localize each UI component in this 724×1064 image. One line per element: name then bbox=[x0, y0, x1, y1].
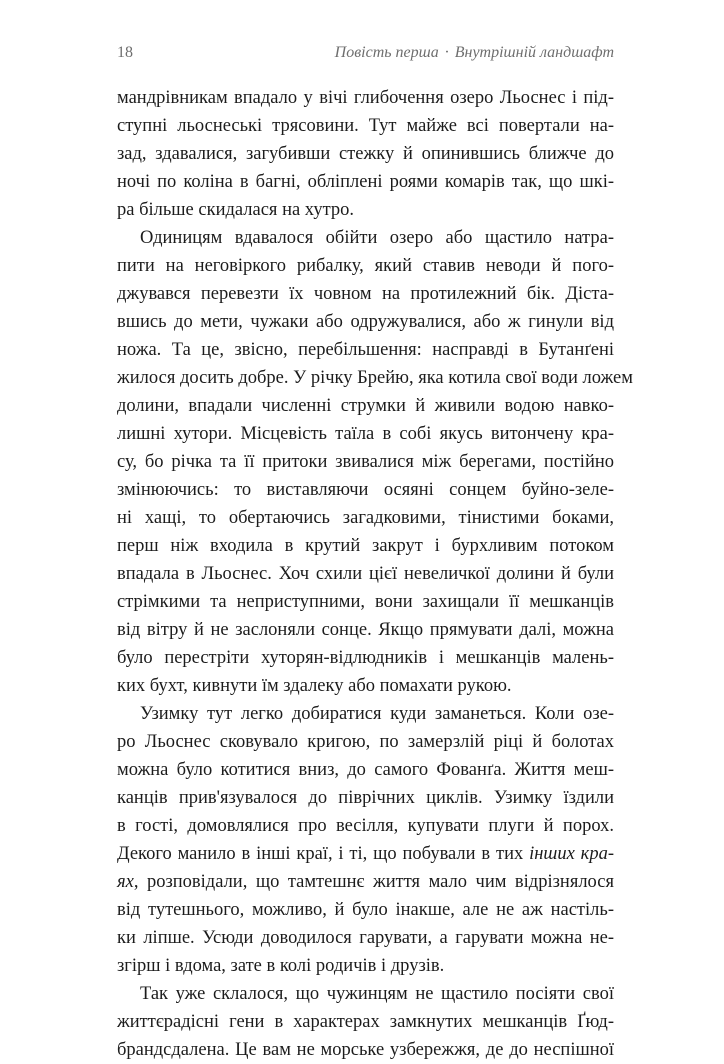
paragraph bbox=[117, 700, 614, 980]
text-line: ні хащі, то обертаючись загадковими, тінистими боками, bbox=[117, 508, 614, 528]
text-line: від вітру й не заслоняли сонце. Якщо прямувати далі, можна bbox=[117, 620, 614, 640]
text-line: ра більше скидалася на хутро. bbox=[117, 200, 355, 220]
paragraph bbox=[117, 84, 614, 224]
header-separator: · bbox=[444, 44, 449, 61]
text-line: впадала в Льоснес. Хоч схили цієї невеличкої долини й були bbox=[117, 564, 614, 584]
text-line: ро Льоснес сковувало кригою, по замерзлій ріці й болотах bbox=[117, 732, 614, 752]
text-line: Узимку тут легко добиратися куди заманеться. Коли озе- bbox=[140, 704, 614, 724]
text-line: ки ліпше. Усюди доводилося гарувати, а гарувати можна не- bbox=[117, 928, 614, 948]
text-line: жилося досить добре. У річку Брейю, яка котила свої води ложем bbox=[117, 368, 633, 388]
text-line: лишні хутори. Місцевість таїла в собі якусь витончену кра- bbox=[117, 424, 614, 444]
text-line: канців прив'язувалося до піврічних циклів. Узимку їздили bbox=[117, 788, 614, 808]
text-line: брандсдалена. Це вам не морське узбережжя, де до неспішної bbox=[117, 1040, 614, 1060]
text-line: Одиницям вдавалося обійти озеро або щастило натра- bbox=[140, 228, 614, 248]
text-line: вшись до мети, чужаки або одружувалися, або ж гинули від bbox=[117, 312, 614, 332]
text-line: ножа. Та це, звісно, перебільшення: насправді в Бутанґені bbox=[117, 340, 614, 360]
page-number: 18 bbox=[117, 44, 133, 61]
chapter-title: Внутрішній ландшафт bbox=[454, 44, 614, 61]
italic-phrase: ях bbox=[117, 872, 134, 892]
text-line: пити на неговіркого рибалку, який ставив неводи й пого- bbox=[117, 256, 614, 276]
part-title: Повість перша bbox=[334, 44, 439, 61]
text-line: ях, розповідали, що тамтешнє життя мало чим відрізнялося bbox=[117, 872, 614, 892]
text-line: ступні льоснеські трясовини. Тут майже всі повертали на- bbox=[117, 116, 614, 136]
text-line: Декого манило в інші краї, і ті, що побували в тих інших кра- bbox=[117, 844, 615, 864]
text-line: перш ніж входила в крутий закрут і бурхливим потоком bbox=[117, 536, 614, 556]
text-line: в гості, домовлялися про весілля, купувати плуги й порох. bbox=[117, 816, 614, 836]
text-line: змінюючись: то виставляючи осяяні сонцем буйно-зеле- bbox=[117, 480, 614, 500]
text-line: можна було котитися вниз, до самого Фованґа. Життя меш- bbox=[117, 760, 614, 780]
text-line: ких бухт, кивнути їм здалеку або помахати рукою. bbox=[117, 676, 512, 696]
running-title bbox=[335, 44, 614, 62]
text-line: долини, впадали численні струмки й живили водою навко- bbox=[117, 396, 614, 416]
text-line: життєрадісні гени в характерах замкнутих мешканців Ґюд- bbox=[117, 1012, 614, 1032]
running-head bbox=[117, 44, 614, 66]
text-line: ночі по коліна в багні, обліплені роями комарів так, що шкі- bbox=[117, 172, 614, 192]
text-line: було перестріти хуторян-відлюдників і мешканців малень- bbox=[117, 648, 614, 668]
body-text bbox=[117, 84, 633, 1064]
text-line: Так уже склалося, що чужинцям не щастило посіяти свої bbox=[140, 984, 614, 1004]
italic-phrase: інших кра- bbox=[529, 844, 615, 864]
text-line: зад, здавалися, загубивши стежку й опинившись ближче до bbox=[117, 144, 614, 164]
text-line: мандрівникам впадало у вічі глибочення озеро Льоснес і під- bbox=[117, 88, 614, 108]
text-line: джувався перевезти їх човном на протилежний бік. Діста- bbox=[117, 284, 614, 304]
text-line: стрімкими та неприступними, вони захищали її мешканців bbox=[117, 592, 614, 612]
paragraph bbox=[117, 980, 614, 1064]
text-line: су, бо річка та її притоки звивалися між берегами, постійно bbox=[117, 452, 614, 472]
paragraph bbox=[117, 224, 633, 700]
text-line: згірш і вдома, зате в колі родичів і друзів. bbox=[117, 956, 445, 976]
text-line: від тутешнього, можливо, й було інакше, але не аж настіль- bbox=[117, 900, 614, 920]
